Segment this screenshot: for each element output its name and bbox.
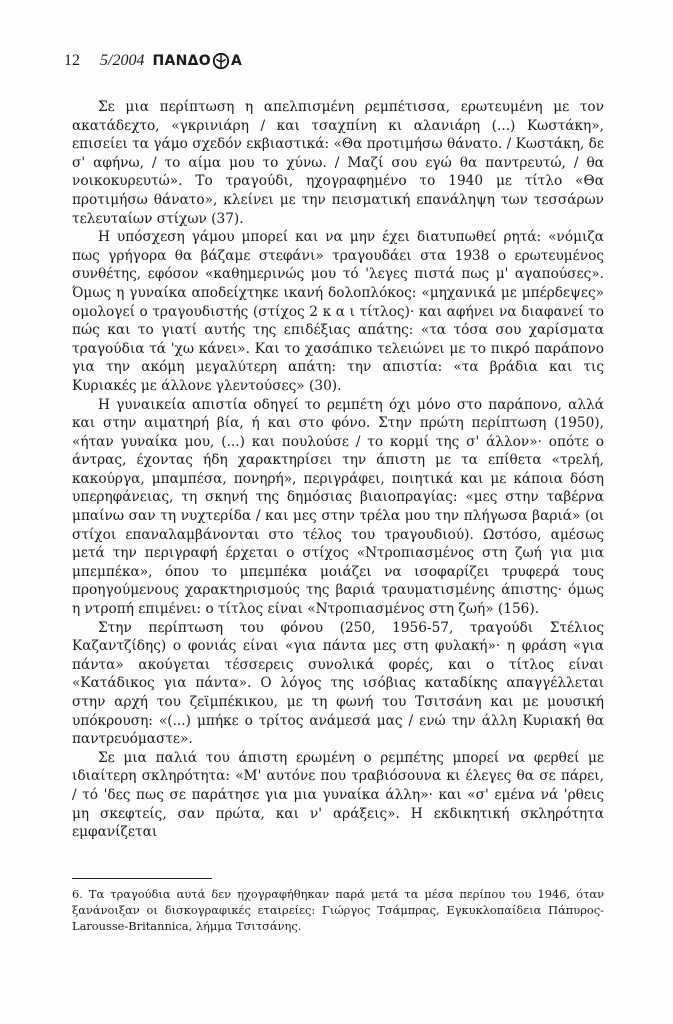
footnote-mark: 6. bbox=[72, 887, 83, 901]
footnote-text: Τα τραγούδια αυτά δεν ηχογραφήθηκαν παρά μετά τα μέσα περίπου του 1946, όταν ξανάνοιξαν οι δισκογραφικές εταιρείες: Γιώργος Τσάμπρας, Εγκυκλοπαίδεια Πάπυρος-Larousse-Britannica, λήμμα Τσιτσάνης. bbox=[72, 887, 604, 933]
paragraph: Σε μια περίπτωση η απελπισμένη ρεμπέτισσα, ερωτευμένη με τον ακατάδεχτο, «γκρινιάρη / και τσαχπίνη κι αλανιάρη (...) Κωστάκη», επισείει τα γάμο σχεδόν εκβιαστικά: «Θα προτιμήσω θάνατο. / Κωστάκη, δε σ' αφήνω, / το αίμα μου το χύνω. / Μαζί σου εγώ θα παντρευτώ, / θα νοικοκυρευτώ». Το τραγούδι, ηχογραφημένο το 1940 με τίτλο «Θα προτιμήσω θάνατο», κλείνει με την πεισματική επανάληψη των τεσσάρων τελευταίων στίχων (37). bbox=[72, 99, 604, 227]
paragraph: Στην περίπτωση του φόνου (250, 1956-57, τραγούδι Στέλιος Καζαντζίδης) ο φονιάς είναι «για πάντα μες στη φυλακή»· η φράση «για πάντα» ακούγεται τέσσερεις συνολικά φορές, και ο τίτλος είναι «Κατάδικος για πάντα». Ο λόγος της ισόβιας καταδίκης απαγγέλλεται στην αρχή του ζεϊμπέκικου, με τη φωνή του Τσιτσάνη και με μουσική υπόκρουση: «(...) μπήκε ο τρίτος ανάμεσά μας / ενώ την άλλη Κυριακή θα παντρευόμαστε». bbox=[72, 619, 604, 748]
magazine-title-right: Α bbox=[230, 53, 243, 69]
footnote bbox=[72, 886, 604, 934]
paragraph: Η γυναικεία απιστία οδηγεί το ρεμπέτη όχι μόνο στο παράπονο, αλλά και στην αιματηρή βία, ή και στο φόνο. Στην πρώτη περίπτωση (1950), «ήταν γυναίκα μου, (...) και πουλούσε / το κορμί της σ' άλλον»· οπότε ο άντρας, έχοντας ήδη χαρακτηρίσει την άπιστη με τα επίθετα «τρελή, κακούργα, μπαμπέσα, πονηρή», περιγράφει, ποιητικά και με κάποια δόση υπερηφάνειας, τη σκηνή της δημόσιας βιαιοπραγίας: «μες στην ταβέρνα μπαίνω σαν τη νυχτερίδα / και μες στην τρέλα μου την πλήγωσα βαριά» (οι στίχοι επαναλαμβάνονται στο τέλος του τραγουδιού). Ωστόσο, αμέσως μετά την περιγραφή έρχεται ο στίχος «Ντροπιασμένος στη ζωή για μια μπεμπέκα», όπου το μπεμπέκα μοιάζει να ισοφαρίζει τρυφερά τους προηγούμενους χαρακτηρισμούς της βαριά τραυματισμένης άπιστης· όμως η ντροπή επιμένει: ο τίτλος είναι «Ντροπιασμένος στη ζωή» (156). bbox=[72, 396, 604, 618]
issue-number: 5/2004 bbox=[100, 52, 145, 69]
magazine-title-left: ΠΑΝΔΟ bbox=[152, 53, 211, 69]
magazine-title bbox=[152, 52, 242, 70]
footnote-divider bbox=[72, 878, 212, 879]
running-header bbox=[64, 50, 242, 72]
paragraph: Η υπόσχεση γάμου μπορεί και να μην έχει διατυπωθεί ρητά: «νόμιζα πως γρήγορα θα βάζαμε στεφάνι» τραγουδάει στα 1938 ο ερωτευμένος συνθέτης, εφόσον «καθημερινώς μου τό 'λεγες πιστά πως μ' αγαπούσες». Όμως η γυναίκα αποδείχτηκε ικανή δολοπλόκος: «μηχανικά με μπέρδεψες» ομολογεί ο τραγουδιστής (στίχος 2 κ α ι τίτλος)· και αφήνει να διαφανεί το πώς και το γιατί αυτής της επιδέξιας απάτης: «τα τόσα σου χαρίσματα τραγούδια τά 'χω κάνει». Και το χασάπικο τελειώνει με το πικρό παράπονο για την ακόμη μεγαλύτερη απάτη: την απιστία: «τα βράδια και τις Κυριακές με άλλονε γλεντούσες» (30). bbox=[72, 229, 604, 394]
article-body bbox=[72, 98, 604, 842]
pandora-logo-icon bbox=[212, 52, 230, 70]
paragraph: Σε μια παλιά του άπιστη ερωμένη ο ρεμπέτης μπορεί να φερθεί με ιδιαίτερη σκληρότητα: «Μ' αυτόνε που τραβιόσουνα κι έλεγες θα σε πάρει, / τό 'δες πως σε παράτησε για μια γυναίκα άλλη»· και «σ' εμένα νά 'ρθεις μη σκεφτείς, σαν πρώτα, και ν' αράξεις». Η εκδικητική σκληρότητα εμφανίζεται bbox=[72, 749, 604, 841]
page-number: 12 bbox=[64, 52, 80, 69]
